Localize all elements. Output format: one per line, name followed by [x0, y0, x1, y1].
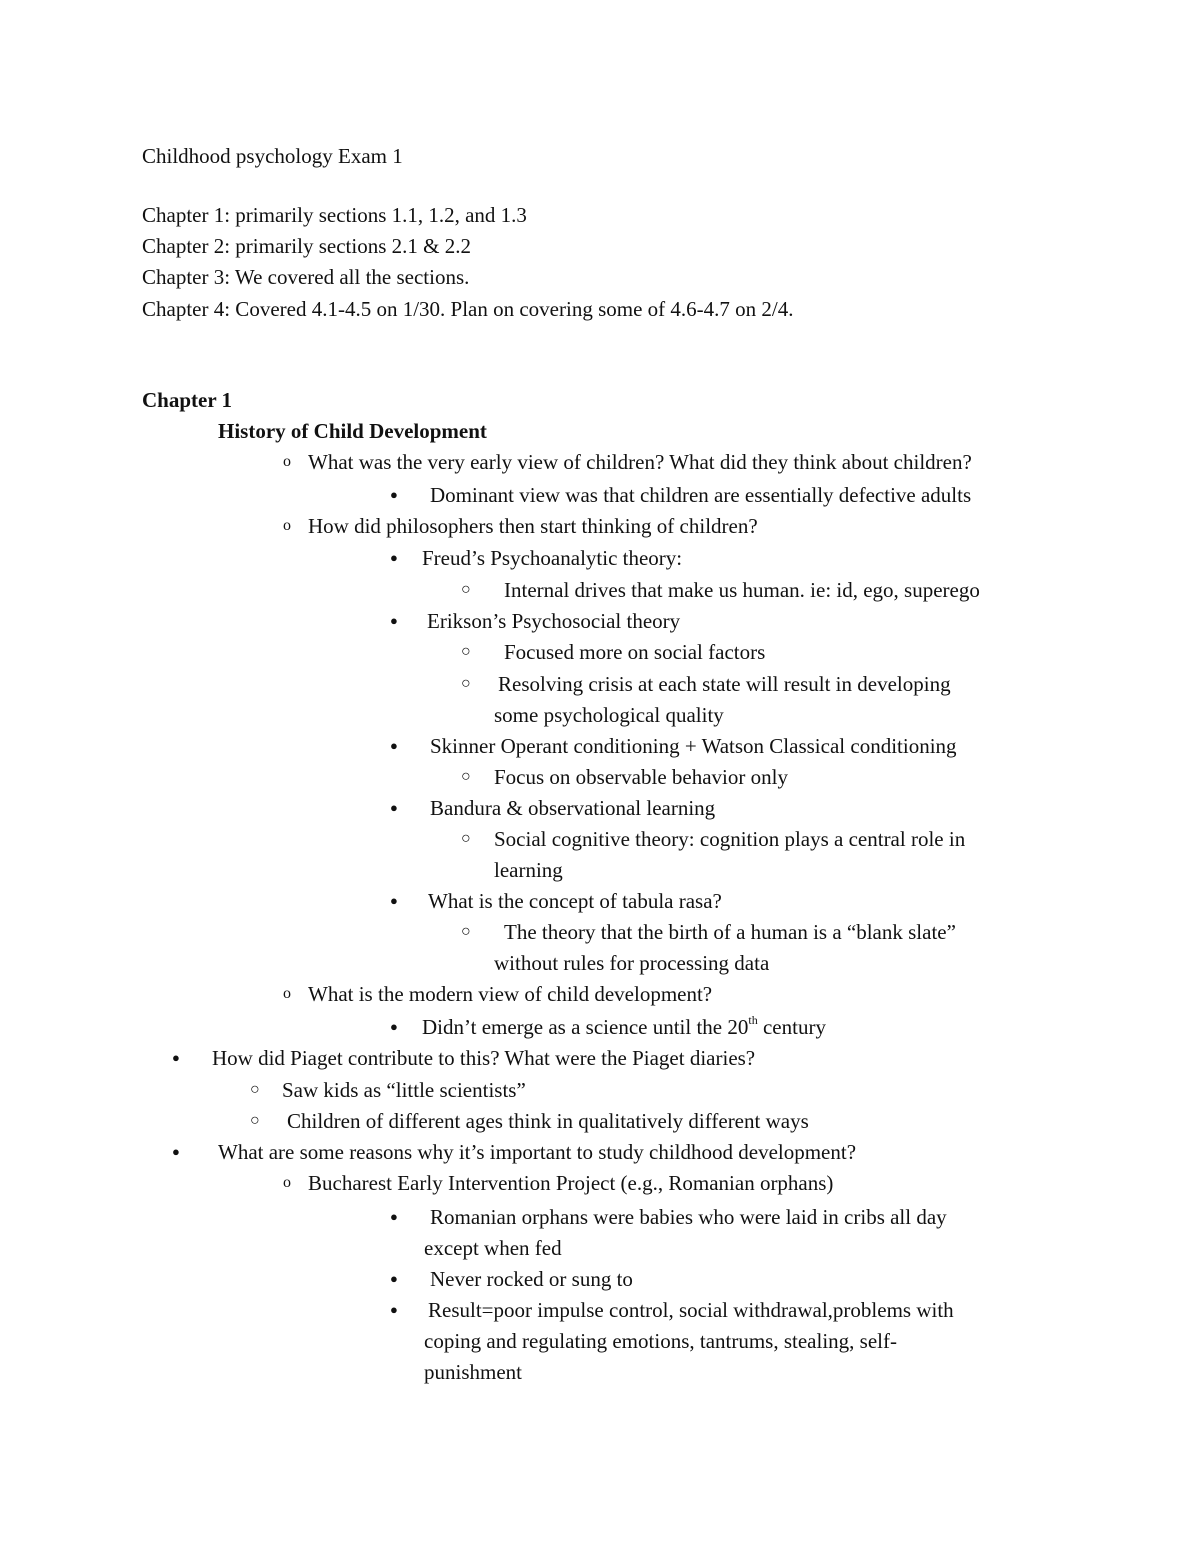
list-item-freud-detail: Internal drives that make us human. ie: id, ego, superego [504, 578, 980, 602]
disc-bullet-icon: ● [390, 1271, 398, 1286]
list-item-result-cont-1: coping and regulating emotions, tantrums, stealing, self- [424, 1329, 897, 1353]
modern-detail-text: Didn’t emerge as a science until the 20 [422, 1015, 749, 1039]
small-circle-bullet-icon: ○ [461, 830, 471, 847]
list-item-freud: Freud’s Psychoanalytic theory: [422, 546, 683, 570]
chapter-1-heading: Chapter 1 [142, 388, 233, 412]
list-item-piaget-detail-1: Saw kids as “little scientists” [282, 1078, 526, 1102]
list-item-orphans-cont: except when fed [424, 1236, 562, 1260]
list-item-modern-view: What is the modern view of child development? [308, 982, 713, 1006]
list-item-reasons: What are some reasons why it’s important to study childhood development? [218, 1140, 857, 1164]
circle-bullet-icon: o [283, 517, 291, 534]
list-item-skinner-detail: Focus on observable behavior only [494, 765, 788, 789]
list-item-result: Result=poor impulse control, social withdrawal,problems with [428, 1298, 954, 1322]
list-item-tabula-detail: The theory that the birth of a human is a “blank slate” [504, 920, 956, 944]
small-circle-bullet-icon: ○ [250, 1112, 260, 1129]
list-item-piaget: How did Piaget contribute to this? What were the Piaget diaries? [212, 1046, 756, 1070]
small-circle-bullet-icon: ○ [461, 643, 471, 660]
list-item-skinner: Skinner Operant conditioning + Watson Classical conditioning [430, 734, 957, 758]
list-item-early-view: What was the very early view of children? What did they think about children? [308, 450, 972, 474]
document-title: Childhood psychology Exam 1 [142, 144, 403, 168]
small-circle-bullet-icon: ○ [461, 923, 471, 940]
section-heading: History of Child Development [218, 419, 487, 443]
modern-detail-end: century [757, 1015, 826, 1039]
list-item-philosophers: How did philosophers then start thinking of children? [308, 514, 758, 538]
disc-bullet-icon: ● [172, 1050, 180, 1065]
list-item-bandura-detail: Social cognitive theory: cognition plays a central role in [494, 827, 966, 851]
chapter-4-scope: Chapter 4: Covered 4.1-4.5 on 1/30. Plan on covering some of 4.6-4.7 on 2/4. [142, 297, 794, 321]
small-circle-bullet-icon: ○ [461, 675, 471, 692]
circle-bullet-icon: o [283, 1174, 291, 1191]
chapter-1-scope: Chapter 1: primarily sections 1.1, 1.2, and 1.3 [142, 203, 527, 227]
list-item-never-rocked: Never rocked or sung to [430, 1267, 633, 1291]
circle-bullet-icon: o [283, 453, 291, 470]
small-circle-bullet-icon: ○ [461, 768, 471, 785]
disc-bullet-icon: ● [390, 613, 398, 628]
disc-bullet-icon: ● [390, 1302, 398, 1317]
list-item-tabula-rasa: What is the concept of tabula rasa? [428, 889, 722, 913]
disc-bullet-icon: ● [390, 893, 398, 908]
list-item-modern-detail [422, 1013, 826, 1041]
list-item-erikson: Erikson’s Psychosocial theory [427, 609, 681, 633]
disc-bullet-icon: ● [390, 1209, 398, 1224]
small-circle-bullet-icon: ○ [250, 1081, 260, 1098]
disc-bullet-icon: ● [390, 550, 398, 565]
small-circle-bullet-icon: ○ [461, 581, 471, 598]
list-item-bandura-detail-cont: learning [494, 858, 563, 882]
ordinal-suffix: th [748, 1013, 758, 1027]
list-item-erikson-detail-1: Focused more on social factors [504, 640, 766, 664]
list-item-piaget-detail-2: Children of different ages think in qualitatively different ways [287, 1109, 809, 1133]
list-item-orphans: Romanian orphans were babies who were laid in cribs all day [430, 1205, 947, 1229]
chapter-3-scope: Chapter 3: We covered all the sections. [142, 265, 470, 289]
disc-bullet-icon: ● [390, 1019, 398, 1034]
disc-bullet-icon: ● [390, 800, 398, 815]
list-item-tabula-detail-cont: without rules for processing data [494, 951, 770, 975]
disc-bullet-icon: ● [390, 738, 398, 753]
list-item-result-cont-2: punishment [424, 1360, 522, 1384]
chapter-2-scope: Chapter 2: primarily sections 2.1 & 2.2 [142, 234, 471, 258]
disc-bullet-icon: ● [390, 487, 398, 502]
list-item-bandura: Bandura & observational learning [430, 796, 716, 820]
disc-bullet-icon: ● [172, 1144, 180, 1159]
list-item-erikson-detail-2-cont: some psychological quality [494, 703, 724, 727]
list-item-defective: Dominant view was that children are essentially defective adults [430, 483, 972, 507]
circle-bullet-icon: o [283, 985, 291, 1002]
list-item-bucharest: Bucharest Early Intervention Project (e.g., Romanian orphans) [308, 1171, 834, 1195]
list-item-erikson-detail-2: Resolving crisis at each state will result in developing [498, 672, 951, 696]
